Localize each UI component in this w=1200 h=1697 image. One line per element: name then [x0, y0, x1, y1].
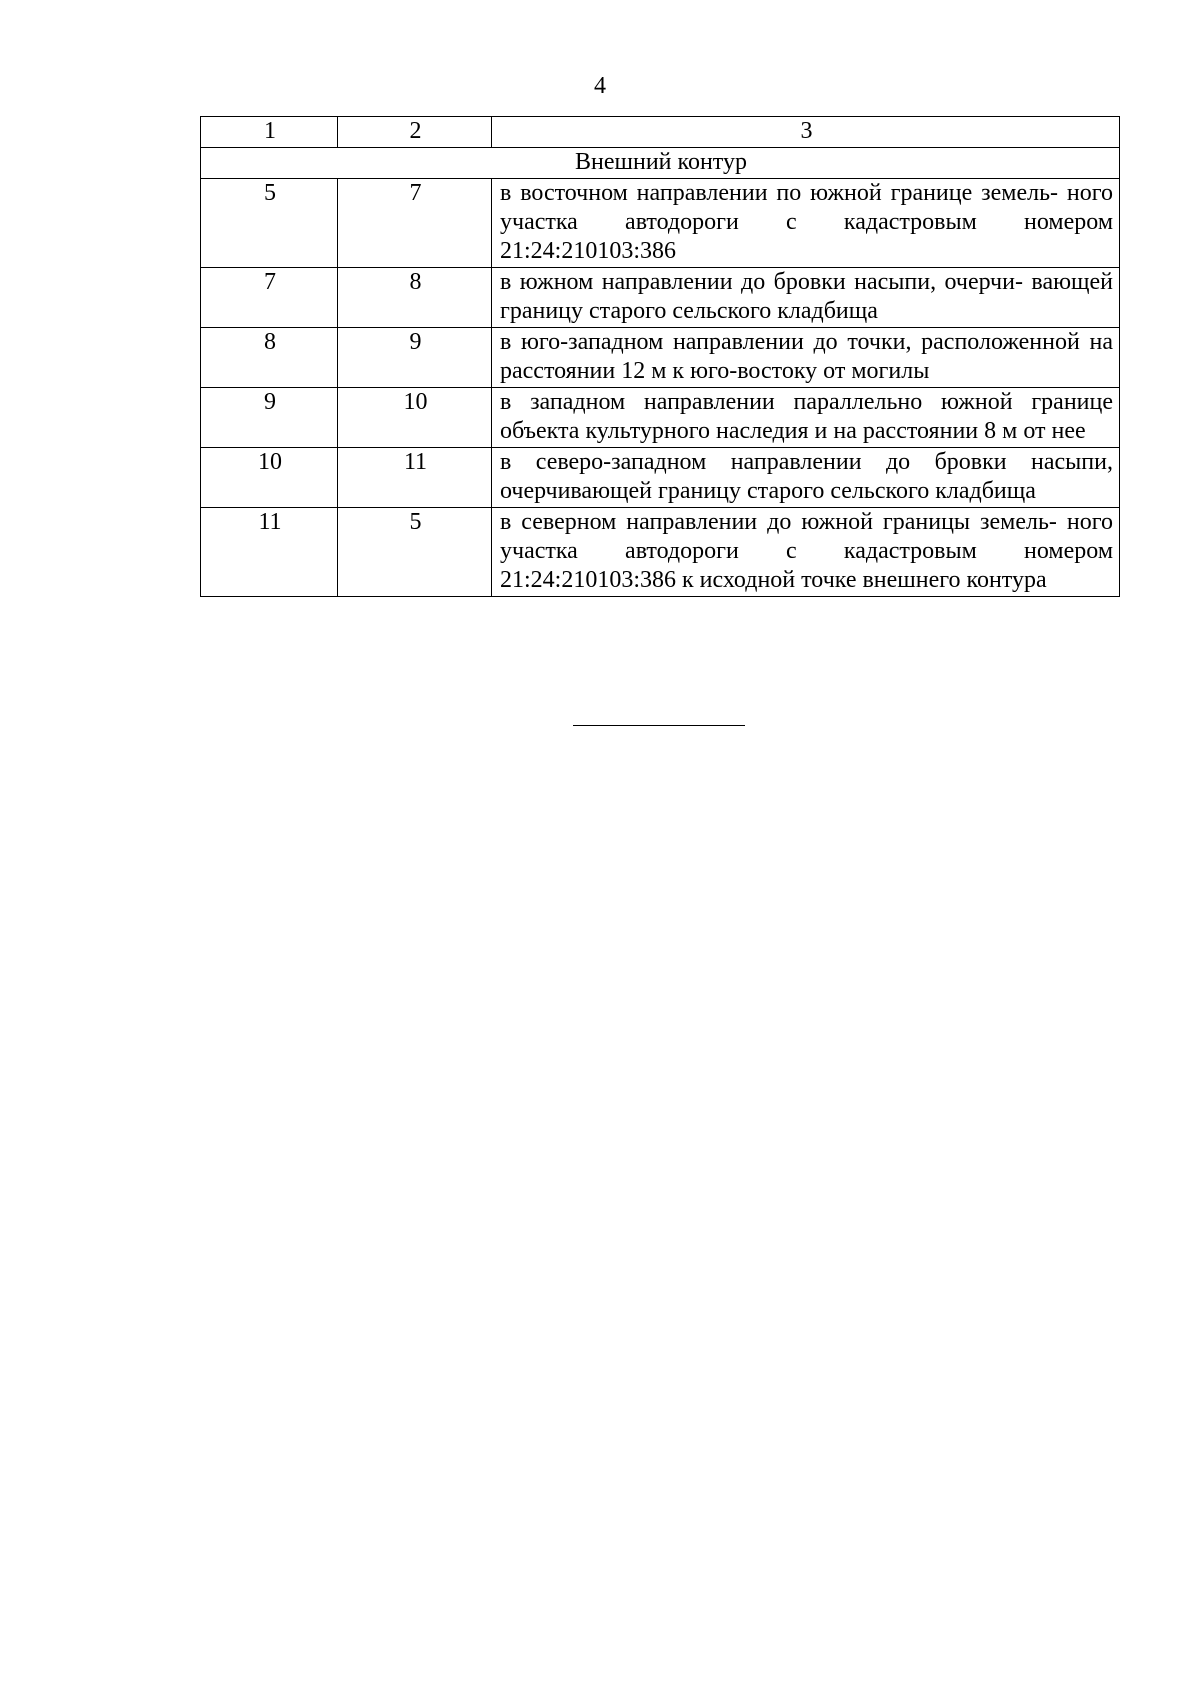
point-to: 7 [338, 179, 492, 268]
table-row [201, 388, 1120, 448]
description-line: объекта культурного наследия и на расстоянии 8 м от [500, 418, 1046, 444]
direction-description [492, 268, 1120, 328]
direction-description [492, 508, 1120, 597]
point-from: 9 [201, 388, 338, 448]
description-line: вающей границу старого сельского кладбища [500, 269, 1113, 324]
description-line: в восточном направлении по южной границе земель- [500, 180, 1059, 206]
table-row [201, 328, 1120, 388]
boundary-description-table [200, 116, 1120, 597]
description-line: на расстоянии 12 м к юго-востоку от могилы [500, 329, 1114, 384]
point-to: 10 [338, 388, 492, 448]
table-row [201, 508, 1120, 597]
description-line: в северо-западном направлении до бровки насыпи, [500, 449, 1113, 475]
table-row [201, 448, 1120, 508]
table-header-row [201, 117, 1120, 148]
description-line: в западном направлении параллельно южной границе [500, 389, 1113, 415]
description-line: в юго-западном направлении до точки, расположенной [500, 329, 1080, 355]
column-header-1: 1 [201, 117, 338, 148]
direction-description [492, 328, 1120, 388]
direction-description [492, 448, 1120, 508]
point-from: 5 [201, 179, 338, 268]
description-line: 21:24:210103:386 [500, 238, 677, 264]
table-row [201, 179, 1120, 268]
description-line: 21:24:210103:386 к исходной точке внешнего контура [500, 567, 1047, 593]
direction-description [492, 179, 1120, 268]
description-line: ного участка автодороги с кадастровым номером [500, 180, 1114, 235]
point-from: 11 [201, 508, 338, 597]
section-title: Внешний контур [201, 148, 1120, 179]
direction-description [492, 388, 1120, 448]
end-of-document-rule [573, 725, 745, 726]
description-line: очерчивающей границу старого сельского кладбища [500, 478, 1036, 504]
description-line: в северном направлении до южной границы земель- [500, 509, 1057, 535]
column-header-3: 3 [492, 117, 1120, 148]
point-to: 11 [338, 448, 492, 508]
point-to: 9 [338, 328, 492, 388]
section-row [201, 148, 1120, 179]
point-from: 10 [201, 448, 338, 508]
description-line: нее [1051, 418, 1086, 444]
page-number: 4 [594, 73, 606, 99]
description-line: ного участка автодороги с кадастровым номером [500, 509, 1113, 564]
point-to: 5 [338, 508, 492, 597]
point-from: 7 [201, 268, 338, 328]
point-to: 8 [338, 268, 492, 328]
description-line: в южном направлении до бровки насыпи, очерчи- [500, 269, 1023, 295]
point-from: 8 [201, 328, 338, 388]
column-header-2: 2 [338, 117, 492, 148]
table-row [201, 268, 1120, 328]
